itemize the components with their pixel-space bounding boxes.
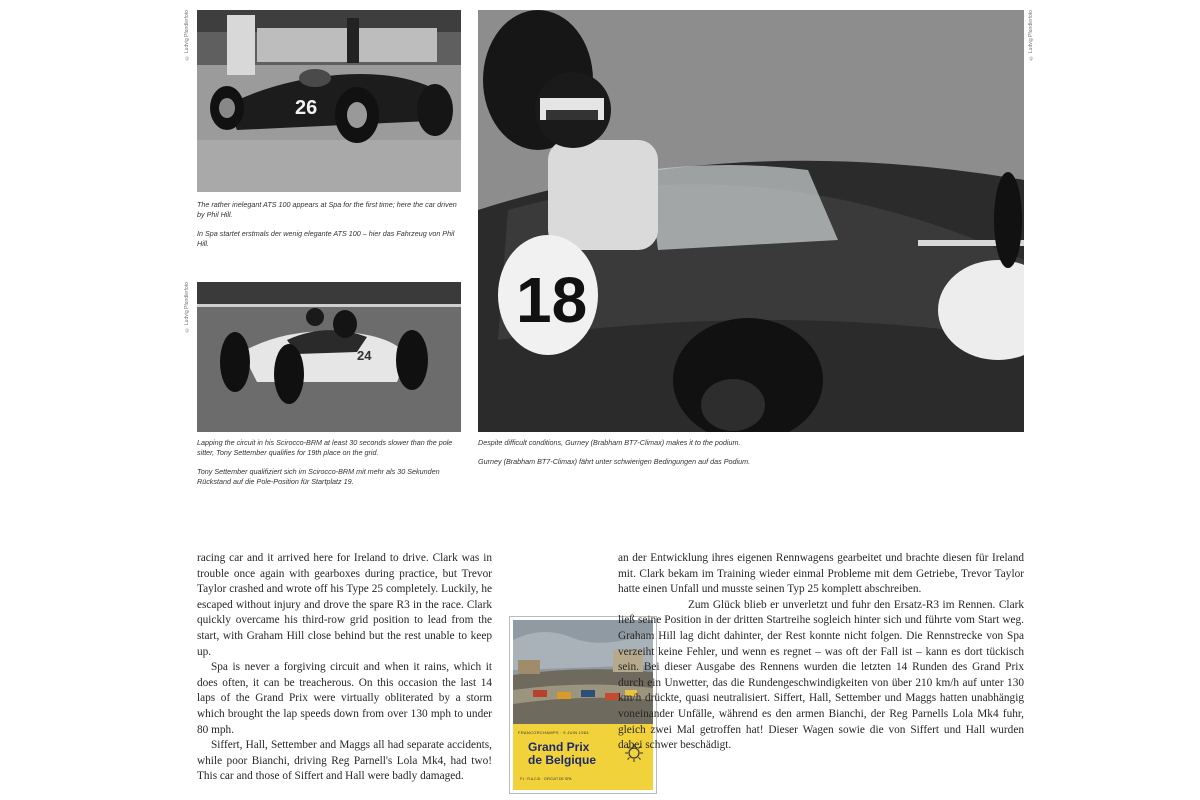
poster-footer: F1 · R.A.C.B. · CIRCUIT DE SPA	[520, 777, 572, 781]
english-text-column	[197, 551, 492, 785]
german-paragraph-2: Zum Glück blieb er unverletzt und fuhr den Ersatz-R3 im Rennen. Clark ließ seine Position in der dritten Startreihe sogleich hinter sich und führte vom Start weg. Graham Hill lag dicht dahinter, der Rest konnte nicht folgen. Die Rennstrecke von Spa verzeiht keine Fehler, und wenn es regnet – was oft der Fall ist – kann es dort tückisch sein. Bei dieser Ausgabe des Rennens wurden die letzten 14 Runden des Grand Prix durch ein Unwetter, das die Rundengeschwindigkeiten von über 210 km/h auf unter 130 km/h drückte, quasi neutralisiert. Siffert, Hall, Settember und Maggs hatten unabhängig voneinander Unfälle, während es den armen Bianchi, der Reg Parnells Lola Mk4 fuhr, gleich zwei Mal getroffen hat! Dieser Wagen sowie die von Siffert und Hall wurden dabei schwer beschädigt.	[618, 598, 1024, 752]
poster-title-line-1: Grand Prix	[528, 740, 590, 754]
poster-title-line-2: de Belgique	[528, 753, 597, 767]
car-number-18: 18	[516, 264, 588, 336]
car-number-26: 26	[295, 97, 318, 119]
car-number-24: 24	[357, 348, 372, 363]
poster-title	[528, 741, 596, 767]
photo-scirocco-brm	[197, 282, 461, 432]
photo-credit: © Ludvig Pfandlerfoto	[184, 10, 190, 61]
english-paragraph-2: Spa is never a forgiving circuit and when it rains, which it does often, it can be treacherous. On this occasion the last 14 laps of the Grand Prix were virtually obliterated by a storm which brought the lap speeds down from over 130 mph to under 80 mph.	[197, 661, 492, 736]
caption-english: The rather inelegant ATS 100 appears at Spa for the first time; here the car driven by Phil Hill.	[197, 200, 457, 219]
caption-english: Despite difficult conditions, Gurney (Brabham BT7-Climax) makes it to the podium.	[478, 438, 741, 447]
caption-english: Lapping the circuit in his Scirocco-BRM at least 30 seconds slower than the pole sitter, Tony Settember qualifies for 19th place on the grid.	[197, 438, 453, 457]
german-text-column	[618, 551, 1024, 754]
caption-gurney	[478, 438, 1024, 476]
car-photo-image	[197, 10, 461, 192]
caption-ats-100	[197, 200, 461, 258]
german-paragraph-1: an der Entwicklung ihres eigenen Rennwagens gearbeitet und brachte diesen für Ireland mit. Clark bekam im Training wieder einmal Probleme mit dem Getriebe, Trevor Taylor hatte einen Unfall und musste seinen Typ 25 komplett abschreiben.	[618, 552, 1024, 596]
caption-german: In Spa startet erstmals der wenig elegante ATS 100 – hier das Fahrzeug von Phil Hill.	[197, 229, 455, 248]
photo-gurney-brabham	[478, 10, 1024, 432]
car-photo-image	[197, 282, 461, 432]
photo-ats-100	[197, 10, 461, 192]
poster-date: FRANCORCHAMPS · 9 JUIN 1963	[518, 730, 589, 735]
caption-scirocco-brm	[197, 438, 461, 496]
photo-credit: © Ludvig Pfandlerfoto	[1028, 10, 1034, 61]
english-paragraph-3: Siffert, Hall, Settember and Maggs all had separate accidents, while poor Bianchi, driving Reg Parnell's Lola Mk4, had two! This car and those of Siffert and Hall were badly damaged.	[197, 739, 492, 783]
caption-german: Gurney (Brabham BT7-Climax) fährt unter schwierigen Bedingungen auf das Podium.	[478, 457, 751, 466]
english-paragraph-1: racing car and it arrived here for Ireland to drive. Clark was in trouble once again with gearboxes during practice, but Trevor Taylor crashed and wrote off his Type 25 completely. Luckily, he escaped without injury and drove the spare R3 in the race. Clark quickly overcame his third-row grid position to lead from the start, with Graham Hill close behind but the rest unable to keep up.	[197, 552, 492, 658]
photo-credit: © Ludvig Pfandlerfoto	[184, 282, 190, 333]
car-photo-image	[478, 10, 1024, 432]
caption-german: Tony Settember qualifiziert sich im Scirocco-BRM mit mehr als 30 Sekunden Rückstand auf die Pole-Position für Startplatz 19.	[197, 467, 440, 486]
